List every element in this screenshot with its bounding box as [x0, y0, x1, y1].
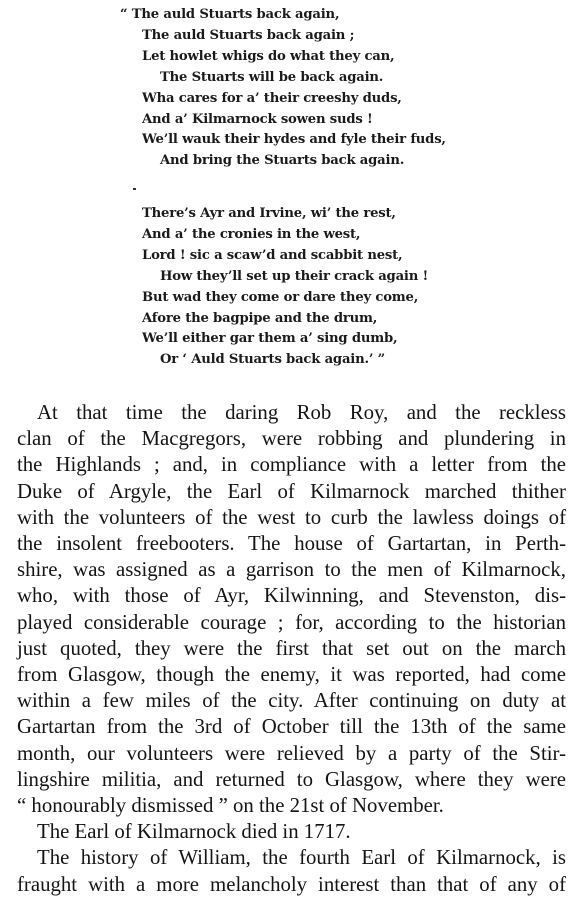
paragraph-line: clan of the Macgregors, were robbing and plundering in [17, 427, 566, 451]
verse-line: Wha cares for a’ their creeshy duds, [142, 90, 402, 106]
print-speck [133, 188, 136, 190]
verse-line: And a’ the cronies in the west, [142, 226, 361, 242]
paragraph-line: The history of William, the fourth Earl of Kilmarnock, is [37, 846, 566, 870]
verse-line: How they’ll set up their crack again ! [160, 268, 429, 284]
paragraph-line: the insolent freebooters. The house of Gartartan, in Perth- [17, 532, 566, 556]
verse-line: And a’ Kilmarnock sowen suds ! [142, 111, 373, 127]
paragraph-line: from Glasgow, though the enemy, it was reported, had come [17, 663, 566, 687]
paragraph-line: within a few miles of the city. After continuing on duty at [17, 689, 566, 713]
verse-line: Or ‘ Auld Stuarts back again.’ ” [160, 352, 386, 368]
paragraph-line: who, with those of Ayr, Kilwinning, and Stevenston, dis- [17, 584, 566, 608]
verse-line: There’s Ayr and Irvine, wi’ the rest, [142, 206, 396, 221]
paragraph-line: shire, was assigned as a garrison to the men of Kilmarnock, [17, 558, 566, 582]
poem-stanza-1 [0, 5, 580, 172]
poem-stanza-2 [0, 204, 580, 371]
paragraph-line: just quoted, they were the first that set out on the march [17, 636, 566, 660]
verse-line: And bring the Stuarts back again. [160, 153, 405, 169]
verse-line: Let howlet whigs do what they can, [142, 48, 395, 64]
paragraph-line: lingshire militia, and returned to Glasgow, where they were [17, 767, 566, 791]
verse-line: We’ll wauk their hydes and fyle their fuds, [142, 132, 446, 148]
verse-line: But wad they come or dare they come, [142, 289, 419, 305]
paragraph-line: At that time the daring Rob Roy, and the reckless [37, 401, 566, 424]
paragraph-line: “ honourably dismissed ” on the 21st of November. [17, 794, 444, 818]
paragraph-line: month, our volunteers were relieved by a party of the Stir- [17, 741, 566, 765]
paragraph-line: the Highlands ; and, in compliance with a letter from the [17, 453, 566, 477]
paragraph-line: Gartartan from the 3rd of October till the 13th of the same [17, 715, 566, 739]
verse-line: Lord ! sic a scaw’d and scabbit nest, [142, 247, 403, 263]
verse-line: Afore the bagpipe and the drum, [142, 310, 378, 326]
verse-line: The Stuarts will be back again. [160, 69, 384, 85]
verse-line: “ The auld Stuarts back again, [120, 7, 340, 22]
paragraph-line: played considerable courage ; for, according to the historian [17, 610, 566, 634]
prose-body [17, 400, 566, 898]
verse-line: We’ll either gar them a’ sing dumb, [142, 331, 398, 347]
verse-line: The auld Stuarts back again ; [142, 27, 355, 43]
paragraph-line: The Earl of Kilmarnock died in 1717. [37, 820, 351, 844]
paragraph-line: fraught with a more melancholy interest than that of any of [17, 872, 566, 896]
paragraph-line: with the volunteers of the west to curb the lawless doings of [17, 505, 566, 529]
paragraph-line: Duke of Argyle, the Earl of Kilmarnock marched thither [17, 479, 566, 503]
